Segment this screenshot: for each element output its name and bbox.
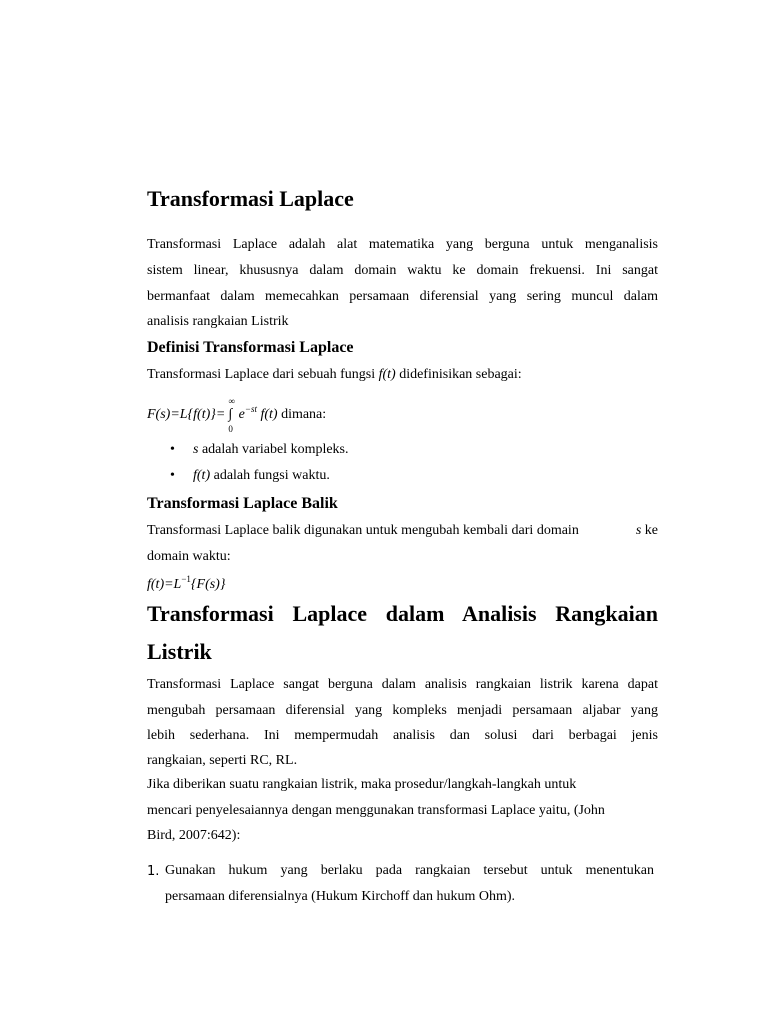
intro-line-1: Transformasi Laplace adalah alat matematika yang berguna untuk menganalisis xyxy=(147,237,658,252)
inverse-line-1-end: ke xyxy=(644,523,658,538)
formula-lhs: F(s)=L{f(t)}= xyxy=(147,407,226,422)
definition-lead-text: Transformasi Laplace dari sebuah fungsi xyxy=(147,367,376,382)
bullet-text-2: adalah fungsi waktu. xyxy=(213,468,330,483)
intro-line-2: sistem linear, khususnya dalam domain waktu ke domain frekuensi. Ini sangat xyxy=(147,263,658,278)
bullet-text-1: adalah variabel kompleks. xyxy=(201,442,349,457)
definition-heading: Definisi Transformasi Laplace xyxy=(147,339,354,356)
circuits-para2-line-3: Bird, 2007:642): xyxy=(147,828,241,843)
integrand-tail: f(t) xyxy=(260,407,278,422)
inverse-line-2: domain waktu: xyxy=(147,549,231,564)
definition-lead xyxy=(147,367,522,383)
circuits-para1-line-2: mengubah persamaan diferensial yang kompleks menjadi persamaan aljabar yang xyxy=(147,703,658,718)
bullet-item-1 xyxy=(193,442,349,458)
bullet-dot-1: • xyxy=(170,442,175,457)
inverse-line-1-tail xyxy=(636,523,658,539)
intro-line-3: bermanfaat dalam memecahkan persamaan diferensial yang sering muncul dalam xyxy=(147,289,658,304)
integral xyxy=(228,396,235,434)
circuits-para2-line-2: mencari penyelesaiannya dengan menggunakan transformasi Laplace yaitu, (John xyxy=(147,803,605,818)
inverse-formula xyxy=(147,574,225,593)
circuits-para1-line-1: Transformasi Laplace sangat berguna dalam analisis rangkaian listrik karena dapat xyxy=(147,677,658,692)
inverse-formula-exponent: −1 xyxy=(181,574,191,584)
formula-end: dimana: xyxy=(281,407,327,422)
circuits-heading-line-2: Listrik xyxy=(147,639,212,664)
bullet-symbol-2: f(t) xyxy=(193,468,211,483)
integral-upper-limit: ∞ xyxy=(228,396,235,406)
page-title: Transformasi Laplace xyxy=(147,186,354,211)
integrand-exponent: −st xyxy=(244,404,257,414)
integral-lower-limit: 0 xyxy=(228,424,233,434)
circuits-heading-line-1: Transformasi Laplace dalam Analisis Rangkaian xyxy=(147,601,658,626)
inverse-line-1 xyxy=(147,523,658,539)
step-number-1: 1. xyxy=(147,864,160,879)
circuits-para1-line-4: rangkaian, seperti RC, RL. xyxy=(147,753,298,768)
integral-sign: ∫ xyxy=(228,407,233,422)
circuits-para2-line-1: Jika diberikan suatu rangkaian listrik, maka prosedur/langkah-langkah untuk xyxy=(147,777,577,792)
bullet-item-2 xyxy=(193,468,330,484)
domain-symbol: s xyxy=(635,523,642,538)
inverse-formula-a: f(t)=L xyxy=(147,577,182,592)
inverse-formula-b: {F(s)} xyxy=(190,577,226,592)
bullet-dot-2: • xyxy=(170,468,175,483)
intro-line-4: analisis rangkaian Listrik xyxy=(147,314,289,329)
bullet-symbol-1: s xyxy=(193,442,199,457)
definition-lead-end: didefinisikan sebagai: xyxy=(399,367,522,382)
integrand-base: e xyxy=(238,407,245,422)
step-1-line-1: Gunakan hukum yang berlaku pada rangkaian tersebut untuk menentukan xyxy=(165,863,654,878)
function-symbol: f(t) xyxy=(378,367,396,382)
inverse-heading: Transformasi Laplace Balik xyxy=(147,495,338,512)
laplace-formula xyxy=(147,396,327,434)
inverse-line-1-text: Transformasi Laplace balik digunakan untuk mengubah kembali dari domain xyxy=(147,523,579,538)
step-1-line-2: persamaan diferensialnya (Hukum Kirchoff dan hukum Ohm). xyxy=(165,889,516,904)
circuits-para1-line-3: lebih sederhana. Ini mempermudah analisis dan solusi dari berbagai jenis xyxy=(147,728,658,743)
